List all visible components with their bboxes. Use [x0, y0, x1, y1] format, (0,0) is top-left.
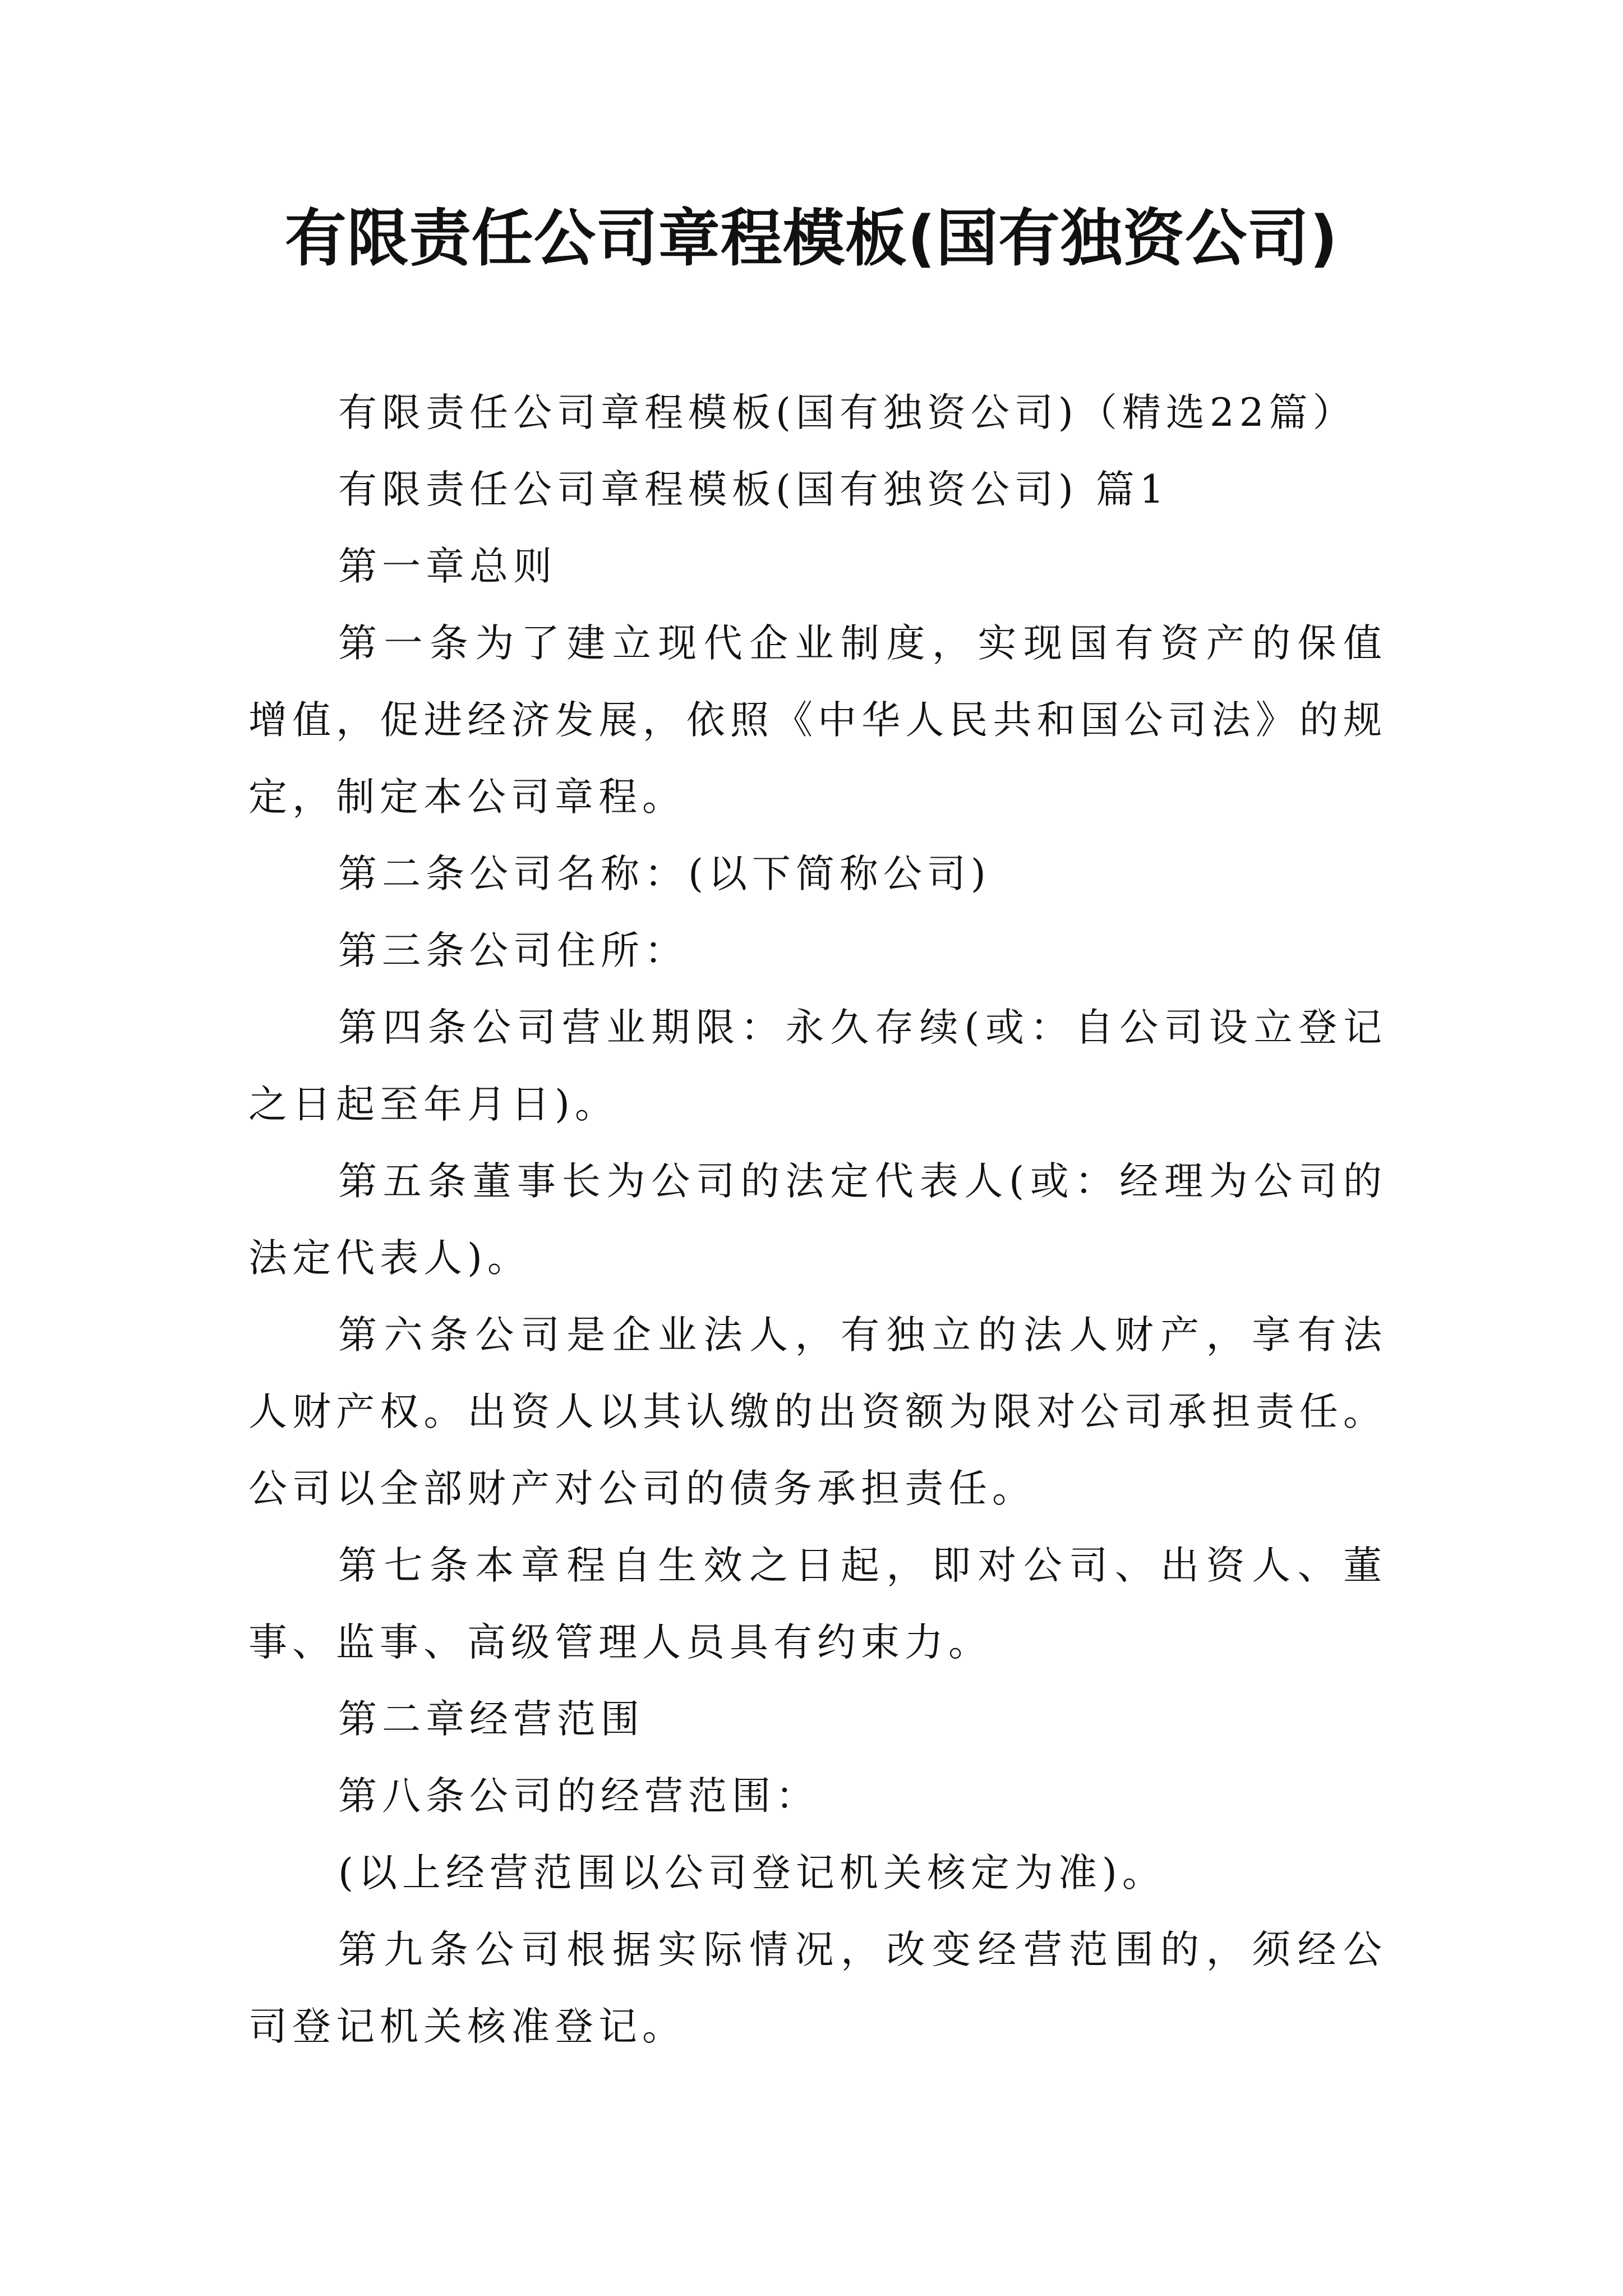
chapter-heading-1: 第一章总则: [338, 544, 557, 589]
article-4: 第四条公司营业期限：永久存续(或：自公司设立登记之日起至年月日)。: [248, 1005, 1387, 1127]
article-8: 第八条公司的经营范围：: [338, 1774, 819, 1819]
article-7: 第七条本章程自生效之日起，即对公司、出资人、董事、监事、高级管理人员具有约束力。: [248, 1543, 1387, 1665]
article-3: 第三条公司住所：: [338, 928, 688, 973]
article-6: 第六条公司是企业法人，有独立的法人财产，享有法人财产权。出资人以其认缴的出资额为限对公司承担责任。公司以全部财产对公司的债务承担责任。: [248, 1313, 1387, 1511]
chapter-heading-2: 第二章经营范围: [338, 1697, 644, 1742]
article-1: 第一条为了建立现代企业制度，实现国有资产的保值增值，促进经济发展，依照《中华人民共和国公司法》的规定，制定本公司章程。: [248, 621, 1387, 820]
document-title: 有限责任公司章程模板(国有独资公司): [284, 203, 1339, 274]
paragraph-part-heading: 有限责任公司章程模板(国有独资公司) 篇1: [338, 467, 1169, 512]
document-body: [248, 375, 1387, 2065]
article-9: 第九条公司根据实际情况，改变经营范围的，须经公司登记机关核准登记。: [248, 1927, 1387, 2049]
article-8-note: (以上经营范围以公司登记机关核定为准)。: [338, 1851, 1166, 1895]
paragraph-subtitle: 有限责任公司章程模板(国有独资公司)（精选22篇）: [338, 390, 1357, 435]
article-5: 第五条董事长为公司的法定代表人(或：经理为公司的法定代表人)。: [248, 1159, 1387, 1281]
article-2: 第二条公司名称：(以下简称公司): [338, 852, 991, 896]
